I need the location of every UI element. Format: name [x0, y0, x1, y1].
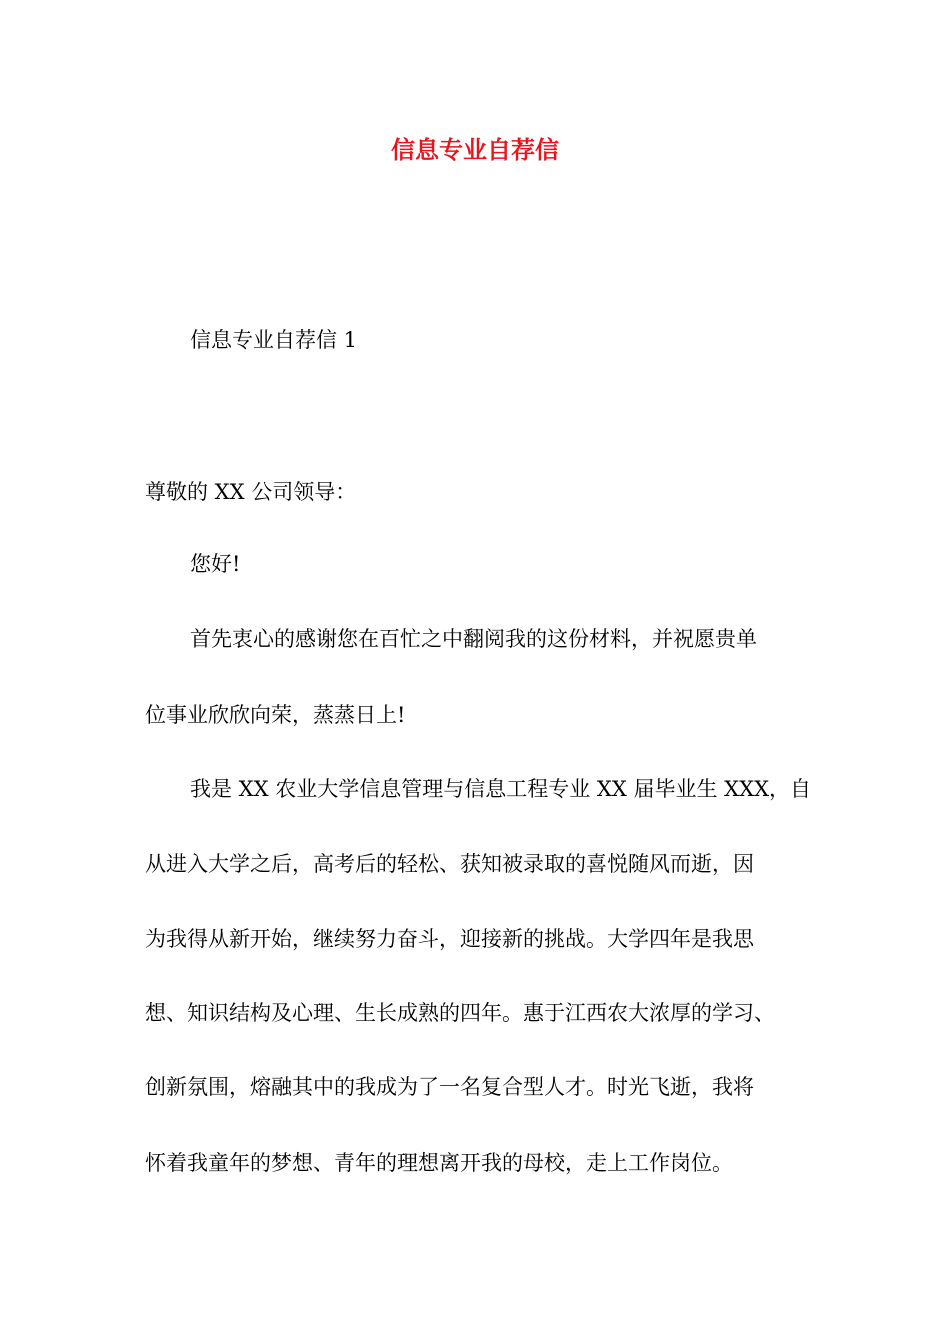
- paragraph-line-4: 从进入大学之后，高考后的轻松、获知被录取的喜悦随风而逝，因: [145, 852, 754, 876]
- paragraph-line-1: 首先衷心的感谢您在百忙之中翻阅我的这份材料，并祝愿贵单: [190, 627, 757, 651]
- paragraph-line-6: 想、知识结构及心理、生长成熟的四年。惠于江西农大浓厚的学习、: [145, 1001, 775, 1025]
- paragraph-line-8: 怀着我童年的梦想、青年的理想离开我的母校，走上工作岗位。: [145, 1151, 733, 1175]
- paragraph-line-5: 为我得从新开始，继续努力奋斗，迎接新的挑战。大学四年是我思: [145, 927, 754, 951]
- salutation: 尊敬的 XX 公司领导：: [145, 480, 357, 504]
- paragraph-line-2: 位事业欣欣向荣，蒸蒸日上!: [145, 703, 406, 727]
- paragraph-line-7: 创新氛围，熔融其中的我成为了一名复合型人才。时光飞逝，我将: [145, 1075, 754, 1099]
- section-heading: 信息专业自荐信 1: [190, 328, 358, 352]
- document-title: 信息专业自荐信: [391, 136, 559, 164]
- greeting: 您好!: [190, 552, 241, 576]
- paragraph-line-3: 我是 XX 农业大学信息管理与信息工程专业 XX 届毕业生 XXX，自: [190, 777, 812, 801]
